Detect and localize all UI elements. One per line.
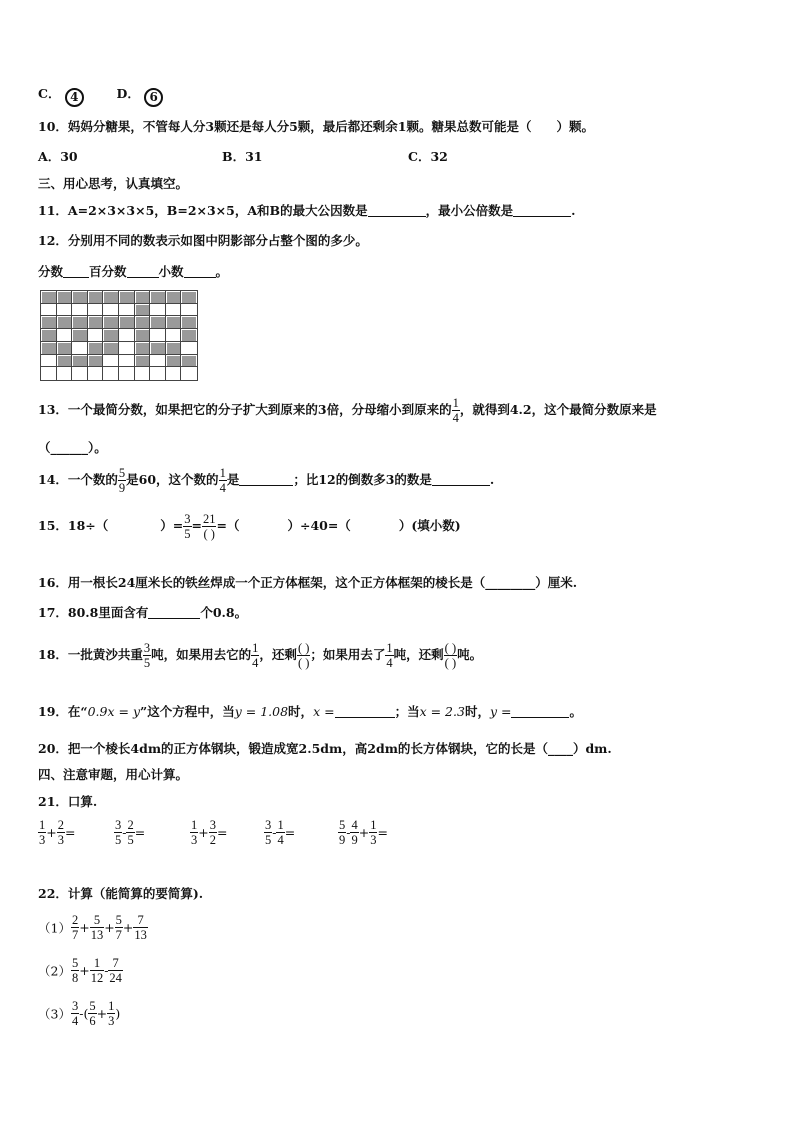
- q12-label: 小数: [158, 264, 184, 279]
- q10-question: 10．妈妈分糖果，不管每人分3颗还是每人分5颗，最后都还剩余1颗。糖果总数可能是（ ）颗。: [38, 119, 594, 134]
- fraction: [209, 818, 217, 847]
- denominator: 5: [115, 833, 122, 847]
- math-expr: x =: [313, 704, 335, 719]
- operator: -: [346, 825, 351, 840]
- q19-text: 时，: [464, 704, 490, 719]
- q12-label: 百分数: [89, 264, 127, 279]
- operator: -: [104, 963, 109, 978]
- answer-blank[interactable]: [63, 265, 89, 278]
- item-label: （3）: [38, 1006, 71, 1022]
- q22-title: 22．计算（能简算的要简算).: [38, 886, 204, 901]
- option: A．30: [38, 149, 78, 164]
- grid-cell: [150, 355, 166, 368]
- answer-blank[interactable]: [513, 204, 571, 217]
- grid-cell: [103, 367, 119, 380]
- fraction: [90, 956, 105, 985]
- denominator: 3: [39, 833, 46, 847]
- numerator: 2: [127, 818, 134, 832]
- calc-item: [38, 956, 123, 985]
- fraction: [57, 818, 65, 847]
- grid-cell-shaded: [88, 316, 104, 329]
- denominator: ( ): [444, 656, 457, 670]
- grid-cell: [41, 367, 57, 380]
- section-heading: 三、用心思考，认真填空。: [38, 176, 189, 191]
- fraction: [71, 999, 79, 1028]
- denominator: 7: [71, 928, 79, 942]
- denominator: 4: [277, 833, 284, 847]
- operator: =: [377, 825, 388, 840]
- q11-text: ，最小公倍数是: [425, 203, 514, 218]
- answer-fraction-blank[interactable]: [297, 641, 310, 670]
- grid-cell: [119, 329, 135, 342]
- fraction: [38, 818, 46, 847]
- grid-cell-shaded: [150, 342, 166, 355]
- operator: -: [272, 825, 277, 840]
- fraction: [452, 396, 460, 425]
- fraction: [108, 956, 123, 985]
- numerator: 3: [143, 641, 151, 655]
- denominator: 4: [219, 481, 226, 495]
- grid-cell: [103, 304, 119, 317]
- grid-cell-shaded: [72, 316, 88, 329]
- grid-cell-shaded: [119, 291, 135, 304]
- numerator: ( ): [444, 641, 457, 655]
- circled-number: 4: [65, 88, 84, 107]
- q18-text: 吨，还剩: [393, 647, 444, 662]
- q13-text: 13．一个最简分数，如果把它的分子扩大到原来的3倍，分母缩小到原来的: [38, 402, 452, 417]
- grid-cell: [57, 367, 73, 380]
- denominator: 4: [452, 411, 459, 425]
- numerator: 4: [351, 818, 358, 832]
- operator: =: [284, 825, 296, 840]
- grid-cell-shaded: [181, 291, 197, 304]
- numerator: 3: [115, 818, 122, 832]
- denominator: 9: [339, 833, 346, 847]
- fraction: [71, 913, 79, 942]
- grid-cell: [88, 329, 104, 342]
- grid-cell: [166, 329, 182, 342]
- q21-title: 21．口算.: [38, 794, 98, 809]
- q12-fill: [38, 262, 228, 280]
- grid-cell-shaded: [181, 316, 197, 329]
- grid-cell-shaded: [41, 316, 57, 329]
- q19-text: 。: [569, 704, 582, 719]
- grid-cell-shaded: [103, 316, 119, 329]
- answer-blank[interactable]: [335, 705, 395, 718]
- denominator: 13: [134, 928, 147, 942]
- denominator: 12: [90, 971, 104, 985]
- q15-text: 15．18÷（: [38, 518, 109, 533]
- q14-text: ；比12的倒数多3的数是: [293, 472, 432, 487]
- section-heading: 四、注意审题，用心计算。: [38, 767, 189, 782]
- denominator: ( ): [297, 656, 310, 670]
- grid-cell-shaded: [166, 355, 182, 368]
- calc-item: [38, 999, 120, 1028]
- denominator: 5: [265, 833, 272, 847]
- q14-text: 是: [226, 472, 240, 487]
- q17-text: 17．80.8里面含有: [38, 605, 149, 620]
- denominator: 5: [184, 527, 191, 541]
- fraction: [90, 913, 105, 942]
- fraction: [190, 818, 198, 847]
- operator: -: [122, 825, 127, 840]
- denominator: 8: [71, 971, 79, 985]
- answer-blank[interactable]: [432, 473, 490, 486]
- operator: =: [216, 825, 228, 840]
- q14-text: 是60，这个数的: [126, 472, 219, 487]
- q10-options: [38, 147, 448, 165]
- denominator: ( ): [203, 527, 215, 541]
- grid-cell-shaded: [135, 304, 151, 317]
- operator: -: [79, 1006, 84, 1021]
- operator: +: [358, 825, 370, 840]
- item-label: （1）: [38, 920, 71, 936]
- option: B．31: [222, 149, 263, 164]
- q12-label: 。: [215, 264, 229, 279]
- grid-cell-shaded: [88, 355, 104, 368]
- numerator: 5: [71, 956, 79, 970]
- answer-blank[interactable]: [239, 473, 293, 486]
- q18-question: [38, 641, 482, 670]
- q18-text: 吨，如果用去它的: [151, 647, 252, 662]
- denominator: 4: [71, 1014, 79, 1028]
- option: C．32: [408, 149, 448, 164]
- numerator: 1: [219, 466, 226, 480]
- denominator: 4: [386, 656, 393, 670]
- q16-question: 16．用一根长24厘米长的铁丝焊成一个正方体框架，这个正方体框架的棱长是（________）厘米.: [38, 575, 578, 590]
- operator: +: [122, 920, 134, 935]
- numerator: 5: [115, 913, 122, 927]
- q18-text: ，还剩: [259, 647, 297, 662]
- denominator: 7: [115, 928, 122, 942]
- grid-cell: [150, 367, 166, 380]
- numerator: 7: [108, 956, 123, 971]
- numerator: 3: [209, 818, 216, 832]
- denominator: 4: [252, 656, 259, 670]
- grid-cell-shaded: [166, 316, 182, 329]
- grid-cell-shaded: [181, 355, 197, 368]
- fraction: [143, 641, 151, 670]
- q19-text: 时，: [288, 704, 314, 719]
- grid-cell: [166, 367, 182, 380]
- operator: +: [198, 825, 209, 840]
- grid-cell: [150, 329, 166, 342]
- grid-cell: [88, 304, 104, 317]
- math-expr: y =: [489, 704, 512, 719]
- grid-cell-shaded: [41, 291, 57, 304]
- numerator: 5: [89, 999, 96, 1013]
- grid-cell: [72, 304, 88, 317]
- answer-blank[interactable]: [368, 204, 426, 217]
- grid-cell-shaded: [150, 291, 166, 304]
- operator: +: [104, 920, 115, 935]
- grid-cell-shaded: [57, 291, 73, 304]
- grid-cell-shaded: [88, 342, 104, 355]
- numerator: 1: [370, 818, 377, 832]
- grid-cell: [119, 367, 135, 380]
- q15-text: =: [191, 518, 202, 533]
- fraction: [276, 818, 284, 847]
- grid-cell-shaded: [57, 316, 73, 329]
- q15-text: =（: [216, 518, 240, 533]
- fraction: [114, 818, 122, 847]
- fraction: [126, 818, 134, 847]
- grid-cell: [88, 367, 104, 380]
- denominator: 13: [90, 928, 104, 942]
- grid-cell: [119, 355, 135, 368]
- mental-calc-item: [114, 818, 145, 847]
- numerator: 7: [133, 913, 148, 928]
- denominator: 2: [209, 833, 216, 847]
- shaded-grid-figure: [40, 290, 198, 381]
- fraction: [385, 641, 393, 670]
- grid-cell: [72, 342, 88, 355]
- mental-calc-item: [190, 818, 227, 847]
- fraction: [71, 956, 79, 985]
- numerator: 21: [202, 512, 216, 526]
- grid-cell-shaded: [135, 316, 151, 329]
- grid-cell: [72, 367, 88, 380]
- q13-text: ，就得到4.2，这个最简分数原来是: [459, 402, 657, 417]
- q19-text: ；当: [394, 704, 420, 719]
- denominator: 3: [191, 833, 198, 847]
- grid-cell-shaded: [181, 329, 197, 342]
- numerator: 3: [71, 999, 79, 1013]
- calc-item: [38, 913, 148, 942]
- q15-text: ）=: [160, 518, 184, 533]
- denominator: 3: [57, 833, 64, 847]
- math-expr: x = 2.3: [419, 704, 465, 719]
- grid-cell-shaded: [57, 355, 73, 368]
- fraction: [133, 913, 148, 942]
- q11-question: [38, 201, 576, 219]
- circled-number: 6: [144, 88, 163, 107]
- q15-text: ）÷40=（: [287, 518, 351, 533]
- grid-cell-shaded: [119, 316, 135, 329]
- grid-cell-shaded: [72, 355, 88, 368]
- q18-text: ；如果用去了: [310, 647, 386, 662]
- grid-cell-shaded: [57, 342, 73, 355]
- grid-cell: [103, 355, 119, 368]
- grid-cell: [41, 355, 57, 368]
- fraction: [338, 818, 346, 847]
- numerator: 1: [277, 818, 284, 832]
- q14-text: 14．一个数的: [38, 472, 118, 487]
- grid-cell-shaded: [72, 329, 88, 342]
- grid-cell: [166, 304, 182, 317]
- fraction: [118, 466, 126, 495]
- answer-blank[interactable]: [148, 606, 200, 619]
- denominator: 5: [143, 656, 151, 670]
- grid-cell: [181, 367, 197, 380]
- grid-cell-shaded: [41, 342, 57, 355]
- option-c-label: C．: [38, 86, 61, 101]
- numerator: 5: [118, 466, 126, 480]
- q19-text: ”这个方程中，当: [140, 704, 235, 719]
- q19-text: 19．在“: [38, 704, 88, 719]
- q17-question: [38, 603, 247, 621]
- operator: +: [96, 1006, 108, 1021]
- denominator: 24: [109, 971, 122, 985]
- mental-calc-item: [264, 818, 295, 847]
- fraction: [350, 818, 358, 847]
- numerator: 1: [39, 818, 46, 832]
- operator: =: [134, 825, 146, 840]
- grid-cell-shaded: [135, 291, 151, 304]
- numerator: 3: [184, 512, 191, 526]
- numerator: ( ): [297, 641, 310, 655]
- grid-cell: [181, 342, 197, 355]
- grid-cell-shaded: [103, 342, 119, 355]
- operator: (: [83, 1006, 89, 1021]
- numerator: 1: [90, 956, 105, 971]
- q11-text: .: [571, 203, 576, 218]
- fraction: [88, 999, 96, 1028]
- grid-cell-shaded: [166, 291, 182, 304]
- denominator: 6: [89, 1014, 96, 1028]
- operator: =: [64, 825, 76, 840]
- numerator: 1: [252, 641, 259, 655]
- grid-cell: [119, 304, 135, 317]
- mental-calc-item: [338, 818, 388, 847]
- q18-text: 吨。: [457, 647, 483, 662]
- q19-question: [38, 702, 582, 720]
- grid-cell-shaded: [41, 329, 57, 342]
- q11-text: 11．A=2×3×3×5，B=2×3×5，A和B的最大公因数是: [38, 203, 368, 218]
- numerator: 1: [452, 396, 459, 410]
- numerator: 2: [57, 818, 64, 832]
- q15-text: ）(填小数): [398, 518, 461, 533]
- q12-label: 分数: [38, 264, 64, 279]
- grid-cell-shaded: [135, 355, 151, 368]
- option-d-label: D．: [116, 86, 140, 101]
- item-label: （2）: [38, 963, 71, 979]
- grid-cell: [119, 342, 135, 355]
- math-expr: y = 1.08: [234, 704, 289, 719]
- q18-text: 18．一批黄沙共重: [38, 647, 143, 662]
- numerator: 1: [386, 641, 393, 655]
- operator: +: [46, 825, 57, 840]
- q14-question: [38, 466, 494, 495]
- q13-answer: （______）。: [38, 440, 107, 455]
- grid-cell-shaded: [166, 342, 182, 355]
- operator: +: [79, 920, 90, 935]
- fraction: [115, 913, 123, 942]
- q17-text: 个0.8。: [200, 605, 248, 620]
- grid-cell: [150, 304, 166, 317]
- q20-question: 20．把一个棱长4dm的正方体钢块，锻造成宽2.5dm，高2dm的长方体钢块，它的长是（____）dm.: [38, 741, 612, 756]
- grid-cell-shaded: [103, 329, 119, 342]
- grid-cell: [41, 304, 57, 317]
- q12-question: 12．分别用不同的数表示如图中阴影部分占整个图的多少。: [38, 233, 368, 248]
- operator: ): [115, 1006, 121, 1021]
- operator: +: [79, 963, 90, 978]
- grid-cell: [57, 304, 73, 317]
- q9-options: [38, 84, 163, 107]
- grid-cell-shaded: [88, 291, 104, 304]
- denominator: 3: [108, 1014, 115, 1028]
- numerator: 1: [108, 999, 115, 1013]
- equation: 0.9x = y: [87, 704, 141, 719]
- fraction: [202, 512, 217, 541]
- q13-question: [38, 396, 657, 425]
- denominator: 3: [370, 833, 377, 847]
- answer-blank[interactable]: [127, 265, 159, 278]
- grid-cell: [135, 367, 151, 380]
- grid-cell: [57, 329, 73, 342]
- numerator: 1: [191, 818, 198, 832]
- grid-cell-shaded: [103, 291, 119, 304]
- grid-cell-shaded: [135, 342, 151, 355]
- answer-blank[interactable]: [184, 265, 216, 278]
- q15-question: [38, 512, 461, 541]
- grid-cell-shaded: [135, 329, 151, 342]
- grid-cell-shaded: [150, 316, 166, 329]
- numerator: 3: [265, 818, 272, 832]
- numerator: 2: [71, 913, 79, 927]
- grid-cell-shaded: [72, 291, 88, 304]
- q14-text: .: [489, 472, 495, 487]
- answer-blank[interactable]: [511, 705, 569, 718]
- fraction: [219, 466, 227, 495]
- numerator: 5: [90, 913, 105, 928]
- numerator: 5: [339, 818, 346, 832]
- answer-fraction-blank[interactable]: [444, 641, 457, 670]
- denominator: 5: [127, 833, 134, 847]
- fraction: [183, 512, 191, 541]
- mental-calc-item: [38, 818, 75, 847]
- grid-cell: [181, 304, 197, 317]
- denominator: 9: [351, 833, 358, 847]
- fraction: [264, 818, 272, 847]
- denominator: 9: [118, 481, 126, 495]
